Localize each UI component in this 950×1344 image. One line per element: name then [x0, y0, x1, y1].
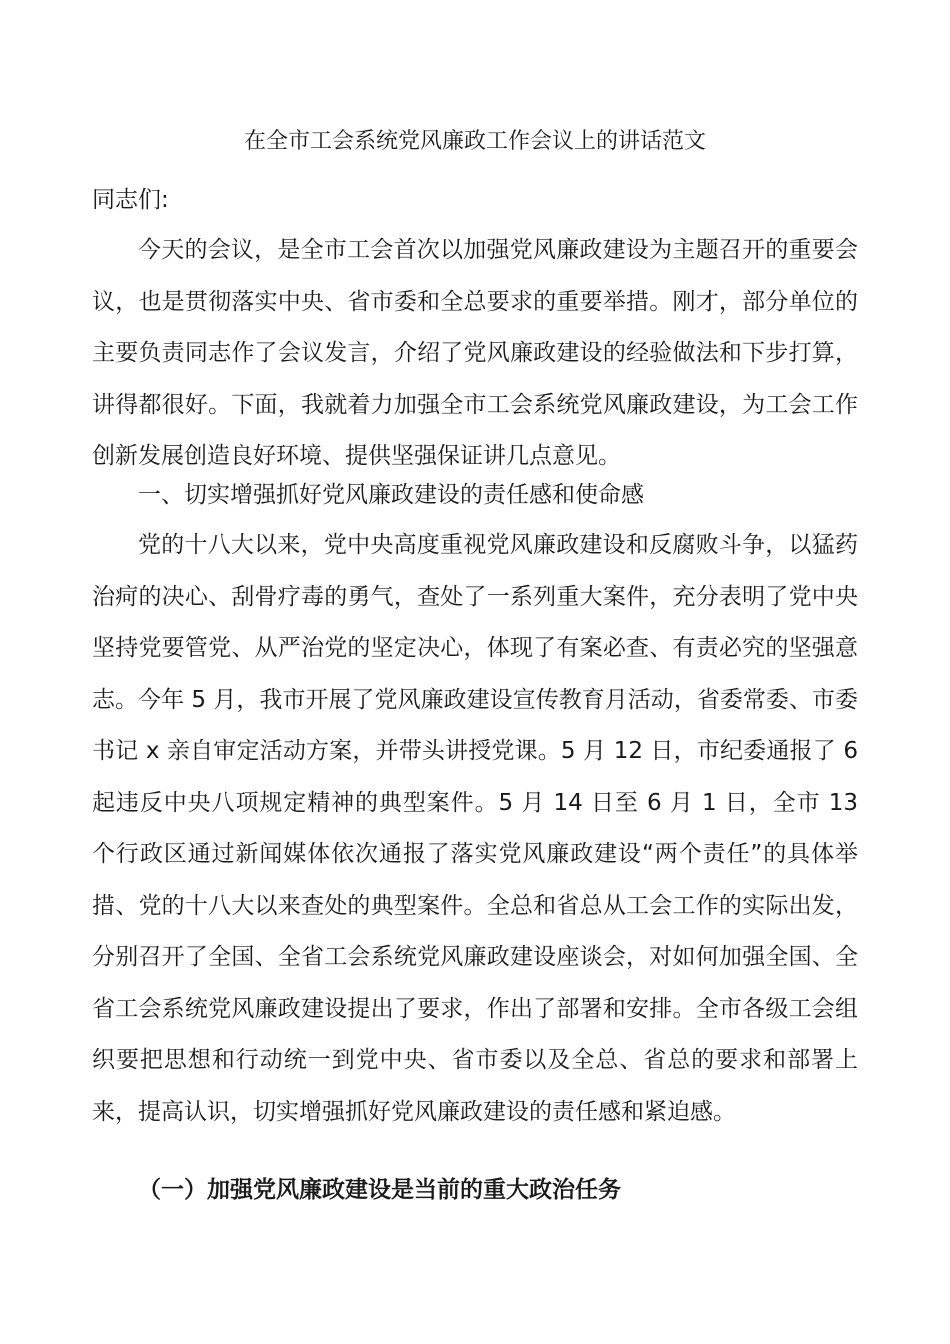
section-heading-1: 一、切实增强抓好党风廉政建设的责任感和使命感: [138, 482, 644, 508]
paragraph-section-1: 党的十八大以来，党中央高度重视党风廉政建设和反腐败斗争，以猛药治疴的决心、刮骨疗毒的勇气，查处了一系列重大案件，充分表明了党中央坚持党要管党、从严治党的坚定决心，体现了有案必查、有责必究的坚强意志。今年 5 月，我市开展了党风廉政建设宣传教育月活动，省委常委、市委书记 x 亲自审定活动方案，并带头讲授党课。5 月 12 日，市纪委通报了 6 起违反中央八项规定精神的典型案件。5 月 14 日至 6 月 1 日，全市 13 个行政区通过新闻媒体依次通报了落实党风廉政建设“两个责任”的具体举措、党的十八大以来查处的典型案件。全总和省总从工会工作的实际出发，分别召开了全国、全省工会系统党风廉政建设座谈会，对如何加强全国、全省工会系统党风廉政建设提出了要求，作出了部署和安排。全市各级工会组织要把思想和行动统一到党中央、省市委以及全总、省总的要求和部署上来，提高认识，切实增强抓好党风廉政建设的责任感和紧迫感。: [92, 532, 858, 1125]
salutation: 同志们:: [92, 187, 169, 213]
paragraph-intro: 今天的会议，是全市工会首次以加强党风廉政建设为主题召开的重要会议，也是贯彻落实中央、省市委和全总要求的重要举措。刚才，部分单位的主要负责同志作了会议发言，介绍了党风廉政建设的经验做法和下步打算，讲得都很好。下面，我就着力加强全市工会系统党风廉政建设，为工会工作创新发展创造良好环境、提供坚强保证讲几点意见。: [92, 237, 858, 469]
subsection-heading-1: （一）加强党风廉政建设是当前的重大政治任务: [138, 1177, 621, 1203]
document-title: 在全市工会系统党风廉政工作会议上的讲话范文: [243, 129, 706, 154]
